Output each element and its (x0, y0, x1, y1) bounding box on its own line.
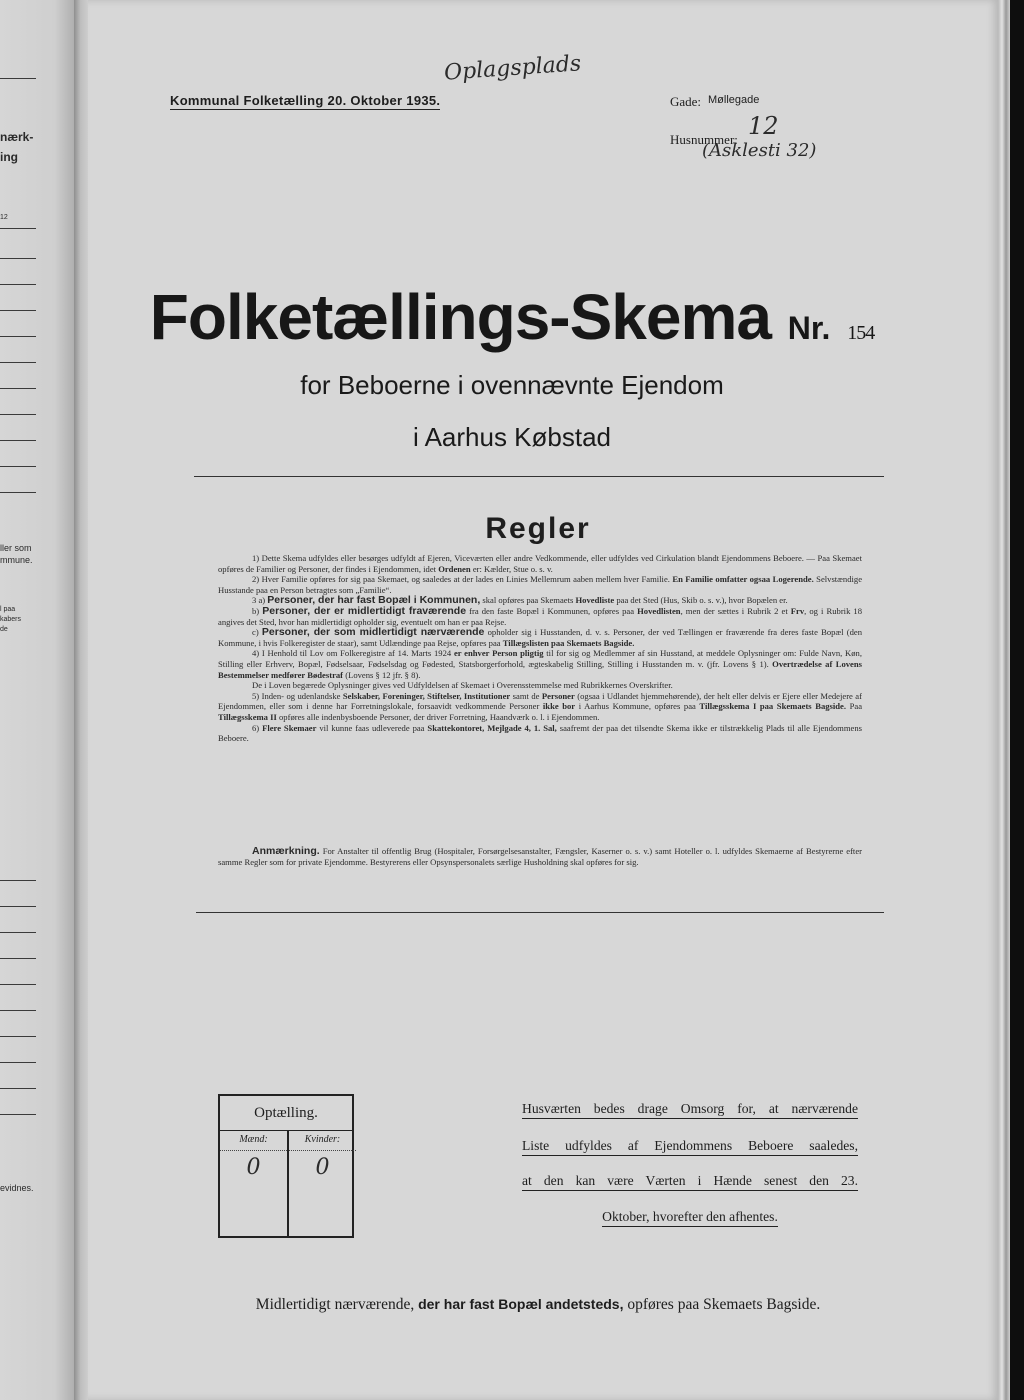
rule-3a: 3 a) Personer, der har fast Bopæl i Kommunen, skal opføres paa Skemaets Hovedliste paa det Sted (Hus, Skib o. s. v.), hvor Bopælen er. (252, 594, 788, 607)
prev-rule (0, 932, 36, 933)
rule-1: 1) Dette Skema udfyldes eller besørges udfyldt af Ejeren, Viceværten eller andre Vedkommende, eller udfyldes ved Cirkulation blandt Ejendommens Beboere. — Paa Skemaet opføres de Familier og Personer, der findes i Ejendommen, idet Ordenen er: Kælder, Stue o. s. v. (218, 553, 862, 574)
form-subtitle: for Beboerne i ovennævnte Ejendom (300, 370, 724, 400)
prev-fragment: nærk- (0, 130, 34, 144)
rule-4b: De i Loven begærede Oplysninger gives ved Udfyldelsen af Skemaet i Overensstemmelse med Rubrikkernes Overskrifter. (252, 680, 673, 691)
prev-rule (0, 78, 36, 79)
divider (194, 476, 884, 477)
count-column-men (220, 1130, 287, 1238)
count-title: Optælling. (220, 1096, 352, 1131)
form-subtitle-city: i Aarhus Købstad (413, 422, 611, 452)
rule-3b: b) Personer, der er midlertidigt fraværende fra den faste Bopæl i Kommunen, opføres paa Hovedlisten, men der sættes i Rubrik 2 et Frv, og i Rubrik 18 angives det Sted, hvor han midlertidigt opholder sig, eventuelt om han er paa Rejse. (218, 604, 863, 627)
prev-rule (0, 1010, 36, 1011)
prev-rule (0, 466, 36, 467)
prev-rule (0, 228, 36, 229)
previous-page-edge (0, 0, 78, 1400)
prev-fragment: l paa (0, 606, 16, 613)
form-nr-value: 154 (847, 322, 875, 344)
rule-5: 5) Inden- og udenlandske Selskaber, Foreninger, Stiftelser, Institutioner samt de Personer (ogsaa i Udlandet hjemmehørende), der helt eller delvis er Ejere eller Medejere af Ejendommen, eller som i denne har Forretningslokale, forsaavidt vedkommende Personer ikke bor i Aarhus Kommune, opføres paa Tillægsskema I paa Skemaets Bagside. Paa Tillægsskema II opføres alle indenbysboende Personer, der driver Forretning, Haandværk o. l. i Ejendommen. (218, 690, 863, 722)
form-title (0, 280, 1024, 354)
notice-line: at den kan være Værten i Hænde senest den 23. (522, 1173, 858, 1189)
anmaerkning-text: For Anstalter til offentlig Brug (Hospitaler, Forsørgelsesanstalter, Fængsler, Kaserner o. s. v.) samt Hoteller o. l. udfyldes Skemaerne af Bestyrerne efter samme Regler som for private Ejendomme. Bestyrerens eller Opsynspersonalets særlige Husholdning skal opføres for sig. (218, 846, 862, 867)
prev-fragment: 12 (0, 214, 8, 221)
women-count: 0 (315, 1155, 330, 1180)
prev-rule (0, 1036, 36, 1037)
prev-fragment: evidnes. (0, 1183, 34, 1193)
prev-rule (0, 258, 36, 259)
prev-rule (0, 1114, 36, 1115)
divider (196, 912, 884, 913)
prev-rule (0, 414, 36, 415)
prev-fragment: de (0, 626, 8, 633)
prev-rule (0, 362, 36, 363)
anmaerkning (218, 846, 862, 867)
rule-4: 4) I Henhold til Lov om Folkeregistre af 14. Marts 1924 er enhver Person pligtig til for sig og Medlemmer af sin Husstand, at meddele Oplysninger om: Fulde Navn, Køn, Stilling eller Erhverv, Bopæl, Fødselsaar, Fødselsdag og Fødested, Statsborgerforhold, ægteskabelig Stilling, Stilling i Husstanden m. v. (jfr. Lovens § 1). Overtrædelse af Lovens Bestemmelser medfører Bødestraf (Lovens § 12 jfr. § 8). (218, 648, 862, 680)
count-box (218, 1094, 354, 1238)
page-edge (998, 0, 1010, 1400)
gade-label: Gade: (670, 94, 702, 109)
prev-rule (0, 492, 36, 493)
rules-heading: Regler (485, 512, 591, 545)
prev-rule (0, 984, 36, 985)
count-column-women (287, 1130, 356, 1238)
husnummer-label: Husnummer: (670, 132, 738, 147)
women-label: Kvinder: (289, 1130, 356, 1151)
notice-line: Oktober, hvorefter den afhentes. (522, 1209, 858, 1225)
census-header: Kommunal Folketælling 20. Oktober 1935. (170, 93, 441, 108)
prev-fragment: ller som (0, 543, 32, 553)
footer-note: Midlertidigt nærværende, der har fast Bopæl andetsteds, opføres paa Skemaets Bagside. (255, 1296, 821, 1313)
prev-rule (0, 880, 36, 881)
prev-fragment: kabers (0, 616, 22, 623)
prev-rule (0, 1088, 36, 1089)
rule-6: 6) Flere Skemaer vil kunne faas udleverede paa Skattekontoret, Mejlgade 4, 1. Sal, saafremt der paa det tilsendte Skema ikke er tilstrækkelig Plads til alle Ejendommens Beboere. (218, 722, 863, 744)
notice-line: Liste udfyldes af Ejendommens Beboere saaledes, (522, 1138, 858, 1154)
husnummer-note: (Asklesti 32) (702, 140, 817, 161)
form-nr-label: Nr. (787, 310, 831, 346)
men-count: 0 (246, 1155, 261, 1180)
gade-value: Møllegade (708, 94, 760, 106)
prev-rule (0, 958, 36, 959)
men-label: Mænd: (220, 1130, 287, 1151)
handwritten-stamp: Oplagsplads (443, 51, 582, 86)
rule-2: 2) Hver Familie opføres for sig paa Skemaet, og saaledes at der lades en Linies Mellemrum aaben mellem hver Familie. En Familie omfatter ogsaa Logerende. Selvstændige Husstande paa en Person betragtes som „Familie“. (218, 574, 863, 595)
form-title-text: Folketællings-Skema (149, 281, 771, 353)
rules-text (218, 553, 862, 744)
husnummer-value: 12 (748, 112, 779, 140)
notice-line: Husværten bedes drage Omsorg for, at nærværende (522, 1101, 858, 1117)
anmaerkning-lead: Anmærkning. (252, 845, 320, 857)
prev-fragment: mmune. (0, 555, 33, 565)
prev-rule (0, 1062, 36, 1063)
prev-fragment: ing (0, 150, 18, 164)
rule-3c: c) Personer, der som midlertidigt nærværende opholder sig i Husstanden, d. v. s. Personer, der ved Tællingen er fraværende fra deres faste Bopæl (den Kommune, i hvis Folkeregister de staar), samt Udlændinge paa Rejse, opføres paa Tillægslisten paa Skemaets Bagside. (218, 626, 863, 648)
prev-rule (0, 906, 36, 907)
